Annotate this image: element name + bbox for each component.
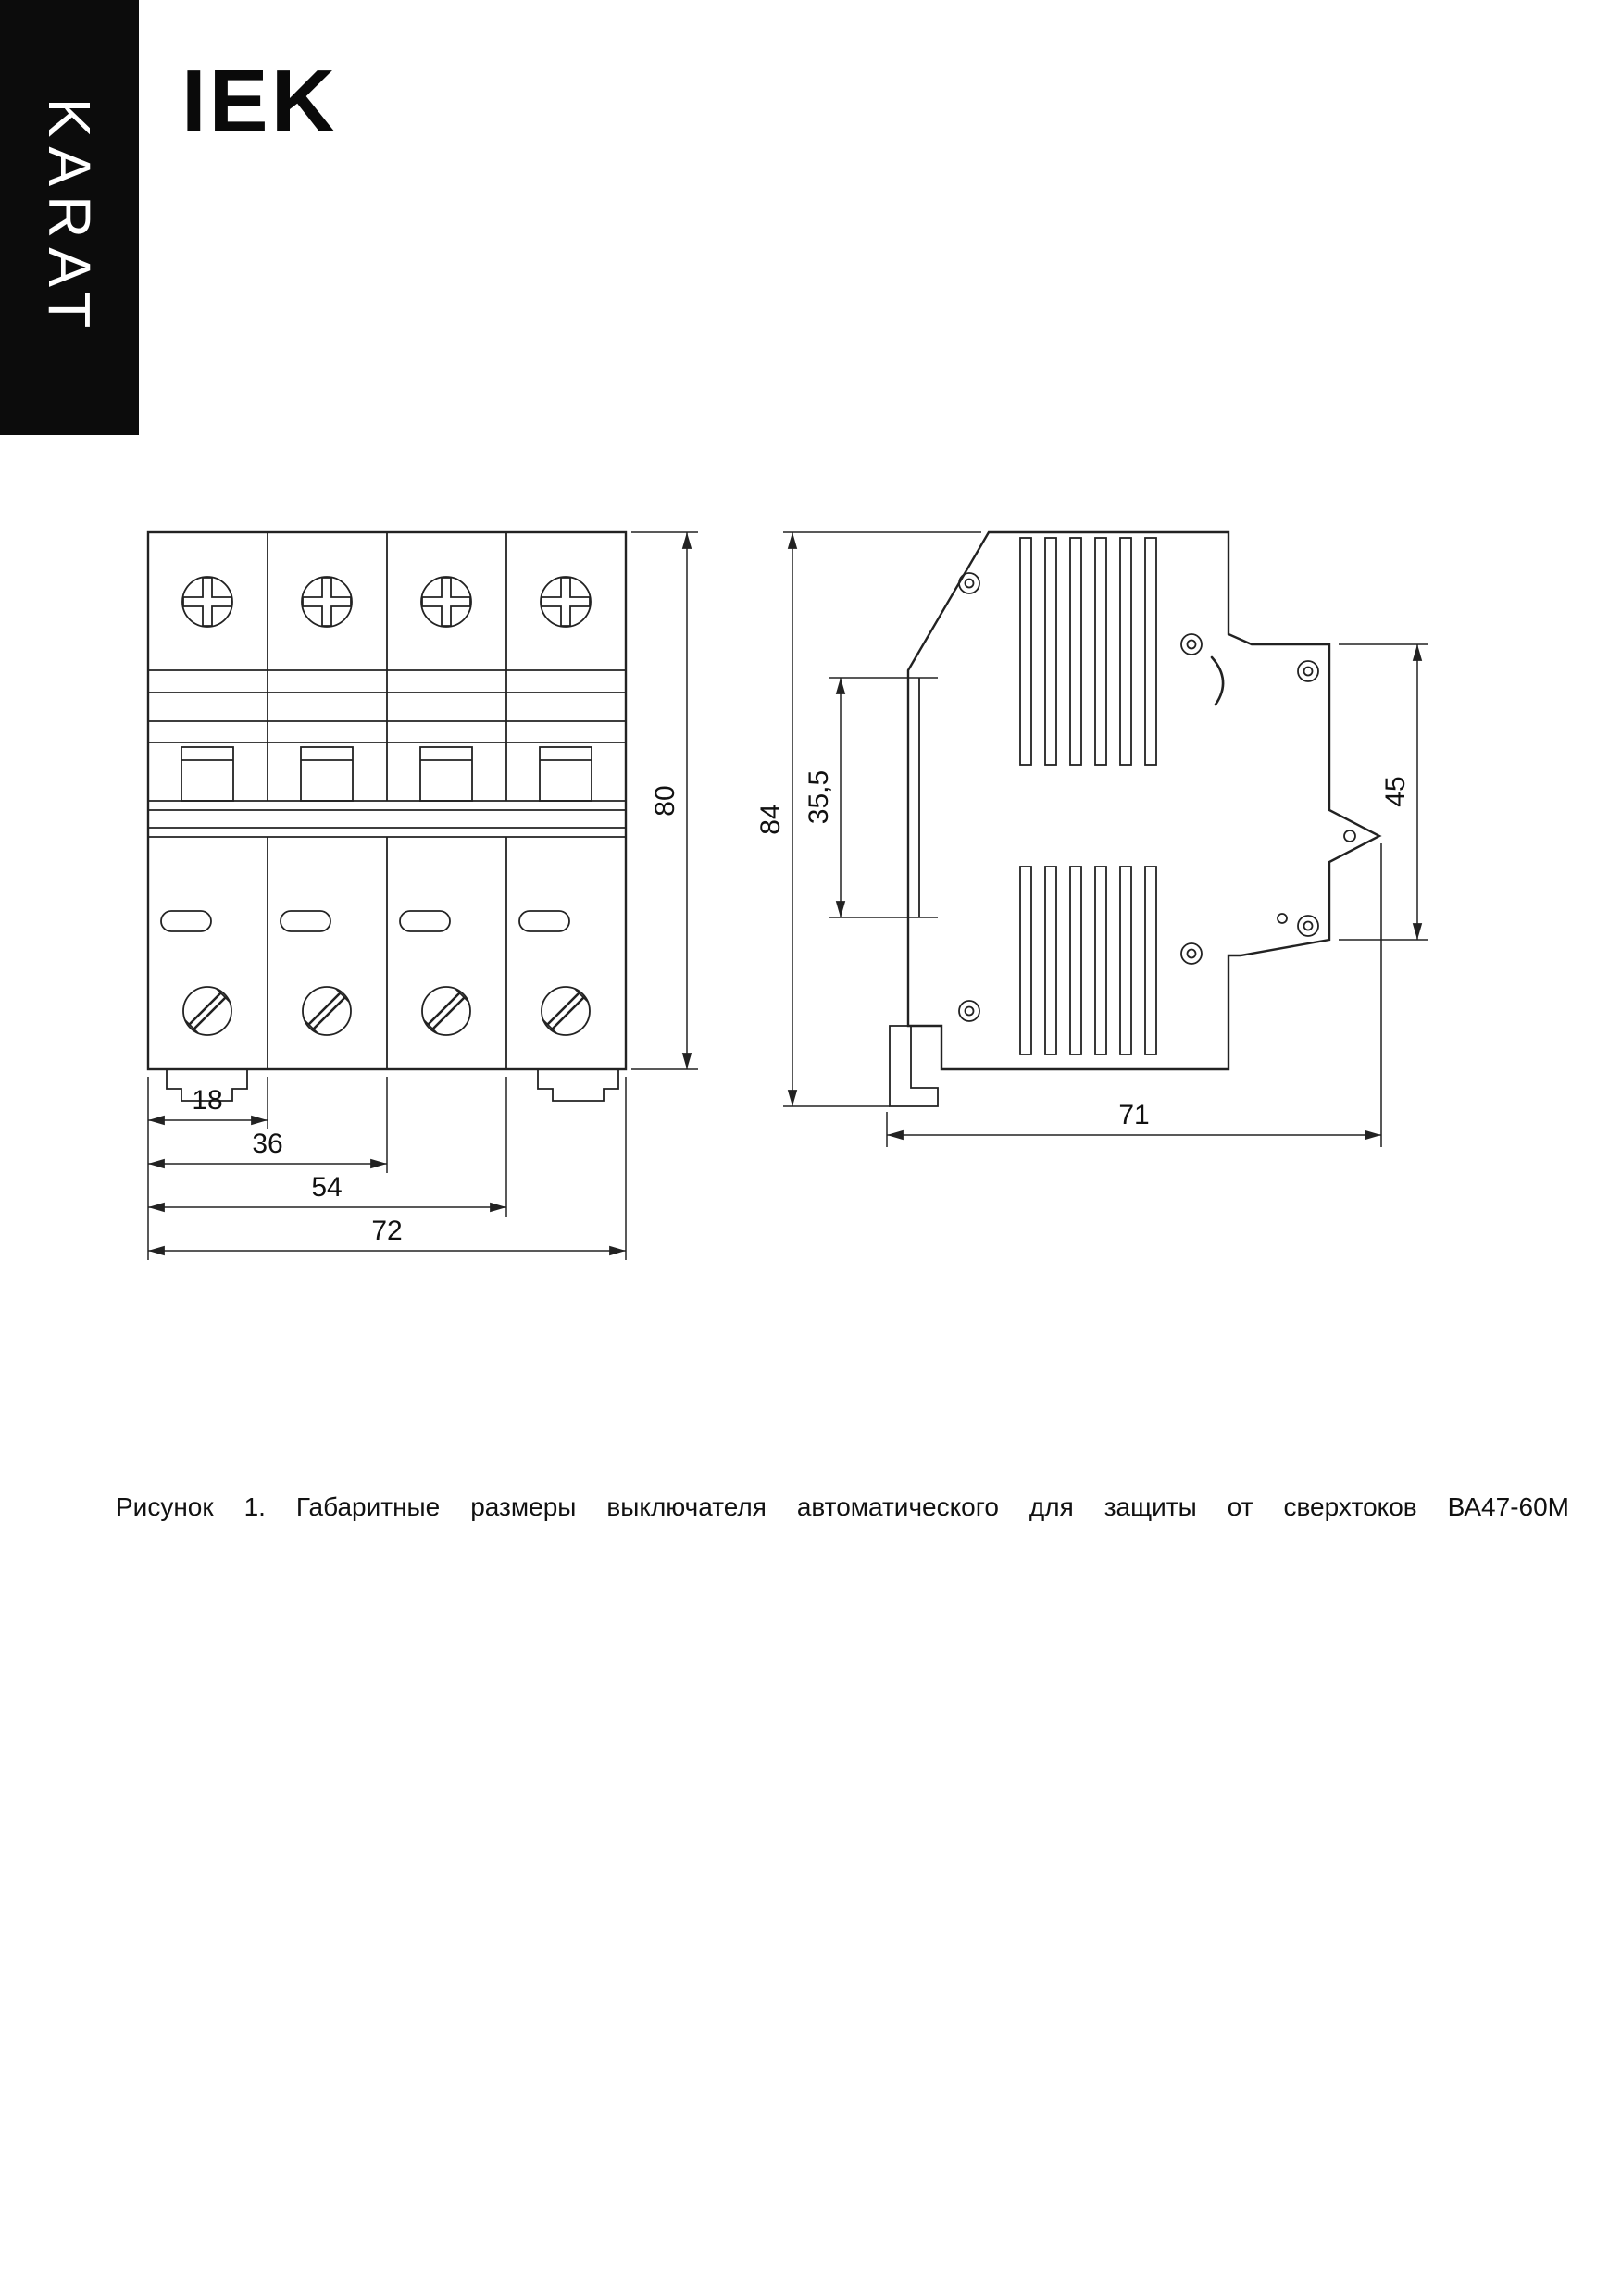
- marking-windows: [161, 911, 569, 931]
- side-view-dimensions: [755, 532, 1428, 1147]
- dim-label-84: 84: [755, 804, 786, 835]
- brand-banner-label: KARAT: [36, 97, 103, 338]
- dim-label-72: 72: [371, 1216, 403, 1246]
- dimension-drawing: [93, 505, 1444, 1301]
- brand-banner: [0, 0, 139, 435]
- dim-label-80: 80: [650, 785, 680, 817]
- dim-label-45: 45: [1380, 776, 1411, 807]
- dim-label-36: 36: [252, 1129, 283, 1159]
- side-din-clip: [890, 1026, 938, 1106]
- side-view-drawing: [890, 532, 1379, 1106]
- rivet-icons: [959, 573, 1355, 1021]
- dim-label-35-5: 35,5: [804, 769, 834, 825]
- rib-group-bottom: [1020, 867, 1156, 1054]
- rib-group-top: [1020, 538, 1156, 765]
- din-clips: [167, 1069, 618, 1101]
- figure-caption: Рисунок 1. Габаритные размеры выключателя автоматического для защиты от сверхтоков ВА47-60М: [116, 1492, 1569, 1521]
- dim-label-71: 71: [1118, 1100, 1150, 1130]
- front-view-dimensions: [148, 532, 698, 1260]
- curved-slot: [1212, 657, 1223, 705]
- dim-label-54: 54: [311, 1172, 343, 1203]
- dim-label-18: 18: [192, 1085, 223, 1116]
- front-view-drawing: [148, 532, 626, 1101]
- iek-logo: IEK: [181, 52, 339, 151]
